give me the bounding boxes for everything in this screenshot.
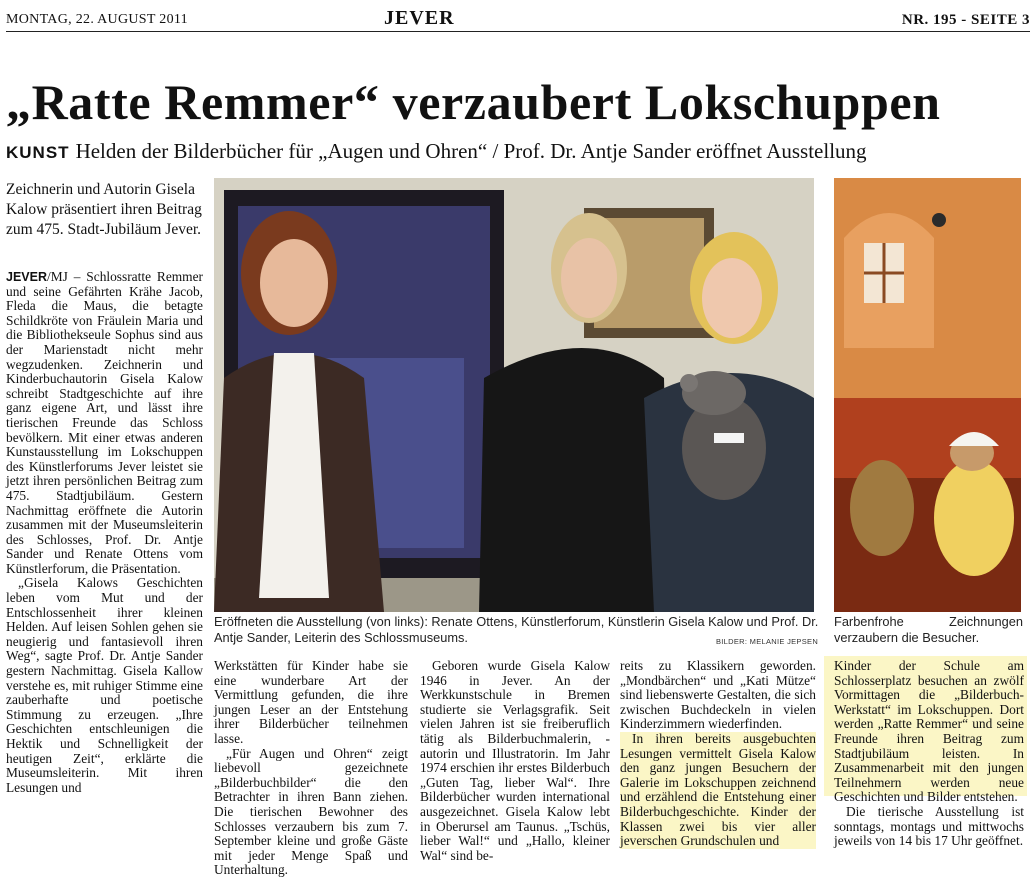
kicker: KUNST — [6, 143, 70, 162]
side-photo-caption: Farbenfrohe Zeichnungen verzaubern die Besucher. — [834, 614, 1023, 645]
header-date: MONTAG, 22. AUGUST 2011 — [6, 12, 188, 27]
col4-p2: In ihren bereits ausgebuchten Lesungen vermittelt Gisela Kalow den ganz jungen Besuchern der Galerie im Lokschuppen zeichnend und erzählend die Entstehung einer Bilderbuchgeschichte. Kinder der Klassen zwei bis vier aller jeverschen Grundschulen und — [620, 730, 816, 849]
page-header — [6, 6, 1030, 32]
col2-p2: „Für Augen und Ohren“ zeigt liebevoll gezeichnete „Bilderbuchbilder“ die den Betrachter in ihren Bann ziehen. Die tierischen Bewohner des Schlosses verzaubern bis zum 7. September kleine und große Gäste mit jeder Menge Spaß und Unterhaltung. — [214, 745, 408, 878]
paragraph — [6, 270, 203, 576]
col4-p1: reits zu Klassikern geworden. „Mondbärchen“ und „Kati Mütze“ sind liebenswerte Gestalten, die sich zwischen Buchdeckeln in vielen Kinderzimmern wiederfinden. — [620, 658, 816, 732]
article-column-3 — [420, 659, 610, 863]
article-column-5 — [834, 659, 1024, 849]
headline: „Ratte Remmer“ verzaubert Lokschuppen — [6, 74, 941, 130]
exhibition-photo-image — [214, 178, 814, 612]
article-column-4 — [620, 659, 816, 849]
col2-p1: Werkstätten für Kinder habe sie eine wunderbare Art der Vermittlung gefunden, die ihre jungen Leser an der Entstehung ihrer Bilderbücher teilnehmen lasse. — [214, 658, 408, 746]
intro-text: Zeichnerin und Autorin Gisela Kalow präsentiert ihren Beitrag zum 475. Stadt-Jubiläum Jever. — [6, 181, 202, 238]
photo-credit: BILDER: MELANIE JEPSEN — [716, 637, 819, 646]
byline-suffix: /MJ – — [47, 269, 81, 284]
col3-p1: Geboren wurde Gisela Kalow 1946 in Jever. An der Werkkunstschule in Bremen studierte sie Verlagsgrafik. Seit vielen Jahren ist sie freiberuflich tätig als Bilderbuchmalerin, -autorin und Illustratorin. Im Jahr 1974 erschien ihr erstes Bilderbuch „Guten Tag, lieber Wal“. Ihre Bilderbücher wurden international ausgezeichnet. Gisela Kalow lebt in Oberursel am Taunus. „Tschüs, lieber Wal!“ und „Hallo, kleiner Wal“ sind be- — [420, 658, 610, 863]
article-column-1 — [6, 270, 203, 795]
byline: JEVER — [6, 270, 47, 284]
subheadline-row — [6, 139, 867, 164]
article-column-2 — [214, 659, 408, 878]
col5-p1: Kinder der Schule am Schlosserplatz besuchen an zwölf Vormittagen die „Bilderbuch-Werkstatt“ im Lokschuppen. Dort werden „Ratte Remmer“ und seine Freunde ihren Beitrag zum Stadtjubiläum leisten. In Zusammenarbeit mit den jungen Teilnehmern werden neue Geschichten und Bilder entstehen. — [834, 658, 1024, 805]
drawing-photo-image — [834, 178, 1021, 612]
header-page-number: NR. 195 - SEITE 3 — [901, 12, 1030, 28]
exhibition-photo — [214, 178, 814, 612]
col1-p1: Schlossratte Remmer und seine Gefährten Krähe Jacob, Fleda die Maus, die betagte Schildkröte von Fräulein Maria und die Bibliothekseule Sophus sind aus der Marienstadt nicht mehr wegzudenken. Zeichnerin und Kinderbuchautorin Gisela Kalow schreibt Stadtgeschichte auf ihre ganz eigene Art, und lässt ihre tierischen Freunde das Schloss bevölkern. Mit einer etwas anderen Kunstausstellung im Lokschuppen des Künstlerforums Jever leistet sie jetzt ihren persönlichen Beitrag zum 475. Stadtjubiläum. Gestern Nachmittag eröffnete die Autorin zusammen mit der Museumsleiterin des Schlosses, Prof. Dr. Antje Sander und Renate Ottens vom Künstlerforum, die Präsentation. — [6, 269, 203, 576]
col5-p2: Die tierische Ausstellung ist sonntags, montags und mittwochs jeweils von 14 bis 17 Uhr geöffnet. — [834, 803, 1024, 849]
col1-p2: „Gisela Kalows Geschichten leben vom Mut und der Entschlossenheit ihrer kleinen Helden. Auf leisen Sohlen gehen sie neugierig und fantasievoll ihren Weg“, sagte Prof. Dr. Antje Sander gestern Nachmittag. Gisela Kallow verstehe es, mit ruhiger Stimme eine zauberhafte und poetische Stimmung zu erzeugen. „Ihre Geschichten entschleunigen die Hektik und Schnelligkeit der heutigen Zeit“, erklärte die Museumsleiterin. Mit ihren Lesungen und — [6, 575, 203, 795]
drawing-photo — [834, 178, 1021, 612]
photo-caption: Eröffneten die Ausstellung (von links): Renate Ottens, Künstlerforum, Künstlerin Gisela Kalow und Prof. Dr. Antje Sander, Leiterin des Schlossmuseums. — [214, 614, 819, 645]
subheadline: Helden der Bilderbücher für „Augen und Ohren“ / Prof. Dr. Antje Sander eröffnet Ausstellung — [75, 139, 867, 163]
header-section: JEVER — [384, 7, 455, 29]
